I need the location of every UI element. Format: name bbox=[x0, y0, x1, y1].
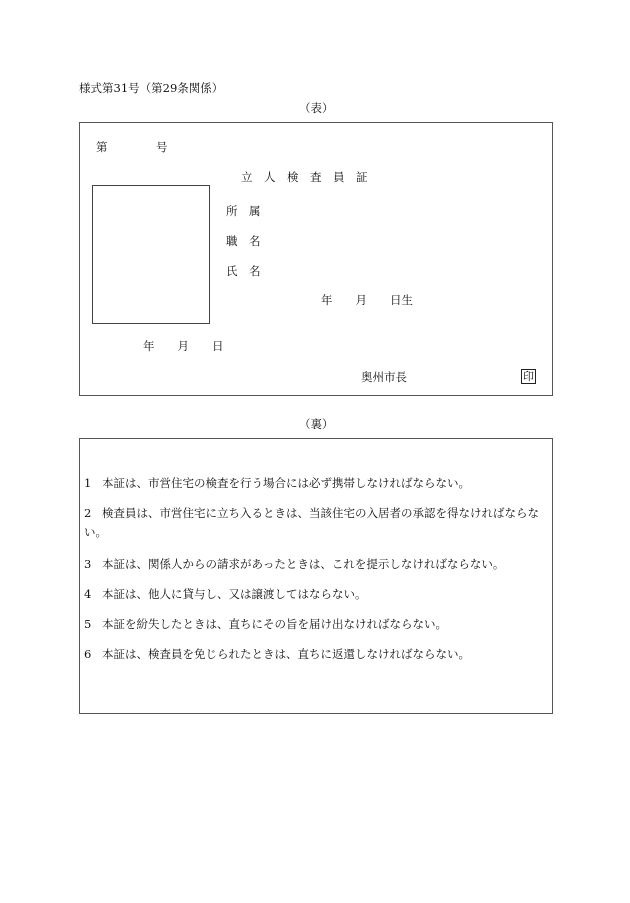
issuer: 奥州市長 bbox=[361, 370, 407, 384]
name-label: 氏 名 bbox=[226, 264, 261, 278]
back-heading: （裏） bbox=[299, 417, 334, 431]
note-text: 検査員は、市営住宅に立ち入るときは、当該住宅の入居者の承認を得なければならない。 bbox=[84, 506, 539, 539]
certificate-number-prefix: 第 bbox=[96, 140, 108, 154]
note-item bbox=[84, 645, 552, 664]
photo-box bbox=[92, 185, 210, 324]
issue-date: 年 月 日 bbox=[143, 339, 224, 353]
certificate-title: 立 人 検 査 員 証 bbox=[241, 170, 368, 184]
front-heading: （表） bbox=[299, 101, 334, 115]
note-text: 本証は、他人に貸与し、又は譲渡してはならない。 bbox=[102, 587, 367, 601]
birthdate: 年 月 日生 bbox=[321, 293, 413, 307]
certificate-number-suffix: 号 bbox=[156, 140, 168, 154]
position-label: 職 名 bbox=[226, 234, 261, 248]
note-number: 4 bbox=[84, 587, 92, 601]
note-number: 6 bbox=[84, 647, 92, 661]
note-text: 本証を紛失したときは、直ちにその旨を届け出なければならない。 bbox=[102, 617, 447, 631]
note-item bbox=[84, 504, 552, 542]
seal-stamp: 印 bbox=[523, 370, 534, 383]
note-item bbox=[84, 555, 552, 574]
note-number: 5 bbox=[84, 617, 92, 631]
note-text: 本証は、関係人からの請求があったときは、これを提示しなければならない。 bbox=[102, 557, 505, 571]
note-item bbox=[84, 474, 552, 493]
note-text: 本証は、市営住宅の検査を行う場合には必ず携帯しなければならない。 bbox=[102, 476, 470, 490]
note-number: 2 bbox=[84, 506, 92, 520]
note-item bbox=[84, 615, 552, 634]
form-number: 様式第31号（第29条関係） bbox=[79, 81, 224, 95]
affiliation-label: 所 属 bbox=[226, 204, 261, 218]
note-number: 1 bbox=[84, 476, 92, 490]
note-text: 本証は、検査員を免じられたときは、直ちに返還しなければならない。 bbox=[102, 647, 470, 661]
note-item bbox=[84, 585, 552, 604]
note-number: 3 bbox=[84, 557, 92, 571]
